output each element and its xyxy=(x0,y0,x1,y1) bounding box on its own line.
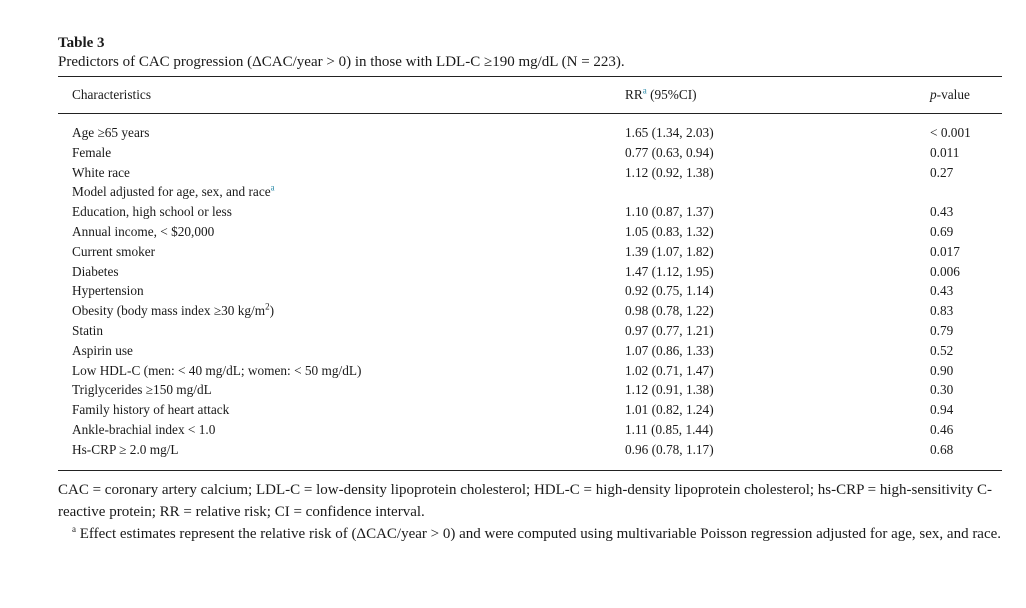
characteristic-label: Ankle-brachial index < 1.0 xyxy=(72,421,216,437)
cell-characteristic xyxy=(72,222,214,242)
cell-p-value: 0.30 xyxy=(930,382,954,398)
cell-rr: 1.11 (0.85, 1.44) xyxy=(625,421,714,437)
characteristic-label: Current smoker xyxy=(72,243,156,259)
cell-characteristic xyxy=(72,262,119,282)
cell-characteristic xyxy=(72,182,275,202)
characteristic-label: Model adjusted for age, sex, and race xyxy=(72,184,271,200)
header-rr-ci: (95%CI) xyxy=(646,87,697,102)
cell-characteristic xyxy=(72,202,232,222)
cell-rr: 1.02 (0.71, 1.47) xyxy=(625,362,714,378)
table-row xyxy=(58,420,1002,440)
table-row xyxy=(58,341,1002,361)
characteristic-label: Education, high school or less xyxy=(72,204,232,220)
cell-p-value: 0.94 xyxy=(930,402,954,418)
cell-characteristic xyxy=(72,321,103,341)
characteristic-label: Female xyxy=(72,144,112,160)
table-row xyxy=(58,440,1002,460)
cell-characteristic xyxy=(72,242,155,262)
cell-characteristic xyxy=(72,420,215,440)
header-p-value xyxy=(930,87,970,103)
cell-characteristic xyxy=(72,123,149,143)
table-row xyxy=(58,242,1002,262)
cell-p-value: 0.68 xyxy=(930,441,954,457)
header-rr xyxy=(625,87,697,103)
table-container xyxy=(58,34,1002,545)
footnote-link[interactable]: a xyxy=(270,182,275,193)
cell-rr: 1.12 (0.92, 1.38) xyxy=(625,164,714,180)
cell-rr: 1.47 (1.12, 1.95) xyxy=(625,263,714,279)
cell-p-value: 0.011 xyxy=(930,144,960,160)
table-label: Table 3 xyxy=(58,35,105,51)
superscript: 2 xyxy=(265,301,270,312)
cell-p-value: 0.90 xyxy=(930,362,954,378)
cell-p-value: 0.017 xyxy=(930,243,960,259)
table-row xyxy=(58,143,1002,163)
cell-rr: 1.07 (0.86, 1.33) xyxy=(625,342,714,358)
cell-characteristic xyxy=(72,301,274,321)
characteristic-label: Low HDL-C (men: < 40 mg/dL; women: < 50 mg/dL) xyxy=(72,362,362,378)
cell-characteristic xyxy=(72,281,144,301)
cell-rr: 1.65 (1.34, 2.03) xyxy=(625,125,714,140)
table-row xyxy=(58,182,1002,202)
cell-rr: 1.01 (0.82, 1.24) xyxy=(625,402,714,418)
characteristic-label-suffix: ) xyxy=(269,303,275,319)
characteristic-label: Statin xyxy=(72,322,104,338)
footnote-a-marker: a xyxy=(72,523,76,534)
cell-characteristic xyxy=(72,440,179,460)
header-p-italic: p xyxy=(930,87,937,102)
characteristic-label: Annual income, < $20,000 xyxy=(72,223,215,239)
characteristic-label: Triglycerides ≥150 mg/dL xyxy=(72,382,212,398)
cell-p-value: 0.43 xyxy=(930,283,954,299)
cell-p-value: 0.43 xyxy=(930,204,954,220)
cell-p-value: 0.83 xyxy=(930,303,954,319)
cell-characteristic xyxy=(72,163,130,183)
table-row xyxy=(58,380,1002,400)
footnote-a-text: Effect estimates represent the relative risk of (ΔCAC/year > 0) and were computed using multivariable Poisson regression adjusted for age, sex, and race. xyxy=(76,525,1002,542)
cell-p-value: 0.006 xyxy=(930,263,960,279)
cell-p-value: < 0.001 xyxy=(930,125,971,140)
table-row xyxy=(58,361,1002,381)
cell-rr: 1.10 (0.87, 1.37) xyxy=(625,204,714,220)
table-row xyxy=(58,301,1002,321)
table-body xyxy=(58,114,1002,470)
table-row xyxy=(58,123,1002,143)
cell-p-value: 0.46 xyxy=(930,421,954,437)
table-footnotes xyxy=(58,479,1002,545)
cell-characteristic xyxy=(72,380,212,400)
bottom-rule xyxy=(58,470,1002,471)
cell-rr: 1.05 (0.83, 1.32) xyxy=(625,223,714,239)
cell-rr: 1.39 (1.07, 1.82) xyxy=(625,243,714,259)
header-p-rest: -value xyxy=(936,87,970,102)
table-row xyxy=(58,281,1002,301)
characteristic-label: Hs-CRP ≥ 2.0 mg/L xyxy=(72,441,179,457)
cell-rr: 0.92 (0.75, 1.14) xyxy=(625,283,714,299)
table-row xyxy=(58,222,1002,242)
cell-p-value: 0.52 xyxy=(930,342,954,358)
characteristic-label: White race xyxy=(72,164,130,180)
cell-characteristic xyxy=(72,400,229,420)
header-rr-footnote-link[interactable]: a xyxy=(642,85,647,96)
header-characteristics: Characteristics xyxy=(72,87,152,102)
cell-p-value: 0.69 xyxy=(930,223,954,239)
cell-characteristic xyxy=(72,341,133,361)
table-row xyxy=(58,400,1002,420)
cell-p-value: 0.79 xyxy=(930,322,954,338)
cell-p-value: 0.27 xyxy=(930,164,954,180)
characteristic-label: Family history of heart attack xyxy=(72,402,230,418)
table-header xyxy=(58,77,1002,113)
characteristic-label: Obesity (body mass index ≥30 kg/m xyxy=(72,303,266,319)
table-row xyxy=(58,163,1002,183)
cell-rr: 1.12 (0.91, 1.38) xyxy=(625,382,714,398)
table-row xyxy=(58,202,1002,222)
table-caption: Predictors of CAC progression (ΔCAC/year > 0) in those with LDL-C ≥190 mg/dL (N = 223). xyxy=(58,54,625,70)
table-row xyxy=(58,321,1002,341)
cell-rr: 0.97 (0.77, 1.21) xyxy=(625,322,714,338)
cell-rr: 0.96 (0.78, 1.17) xyxy=(625,441,714,457)
characteristic-label: Hypertension xyxy=(72,283,144,299)
cell-characteristic xyxy=(72,361,361,381)
footnote-abbreviations: CAC = coronary artery calcium; LDL-C = low-density lipoprotein cholesterol; HDL-C = high-density lipoprotein cholesterol; hs-CRP = high-sensitivity C-reactive protein; RR = relative risk; CI = confidence interval. xyxy=(58,481,992,520)
cell-rr: 0.77 (0.63, 0.94) xyxy=(625,144,714,160)
characteristic-label: Diabetes xyxy=(72,263,119,279)
cell-rr: 0.98 (0.78, 1.22) xyxy=(625,303,714,319)
footnote-a xyxy=(58,523,1002,545)
characteristic-label: Aspirin use xyxy=(72,342,133,358)
cell-characteristic xyxy=(72,143,111,163)
header-rr-text: RR xyxy=(625,87,643,102)
characteristic-label: Age ≥65 years xyxy=(72,125,150,140)
table-row xyxy=(58,262,1002,282)
